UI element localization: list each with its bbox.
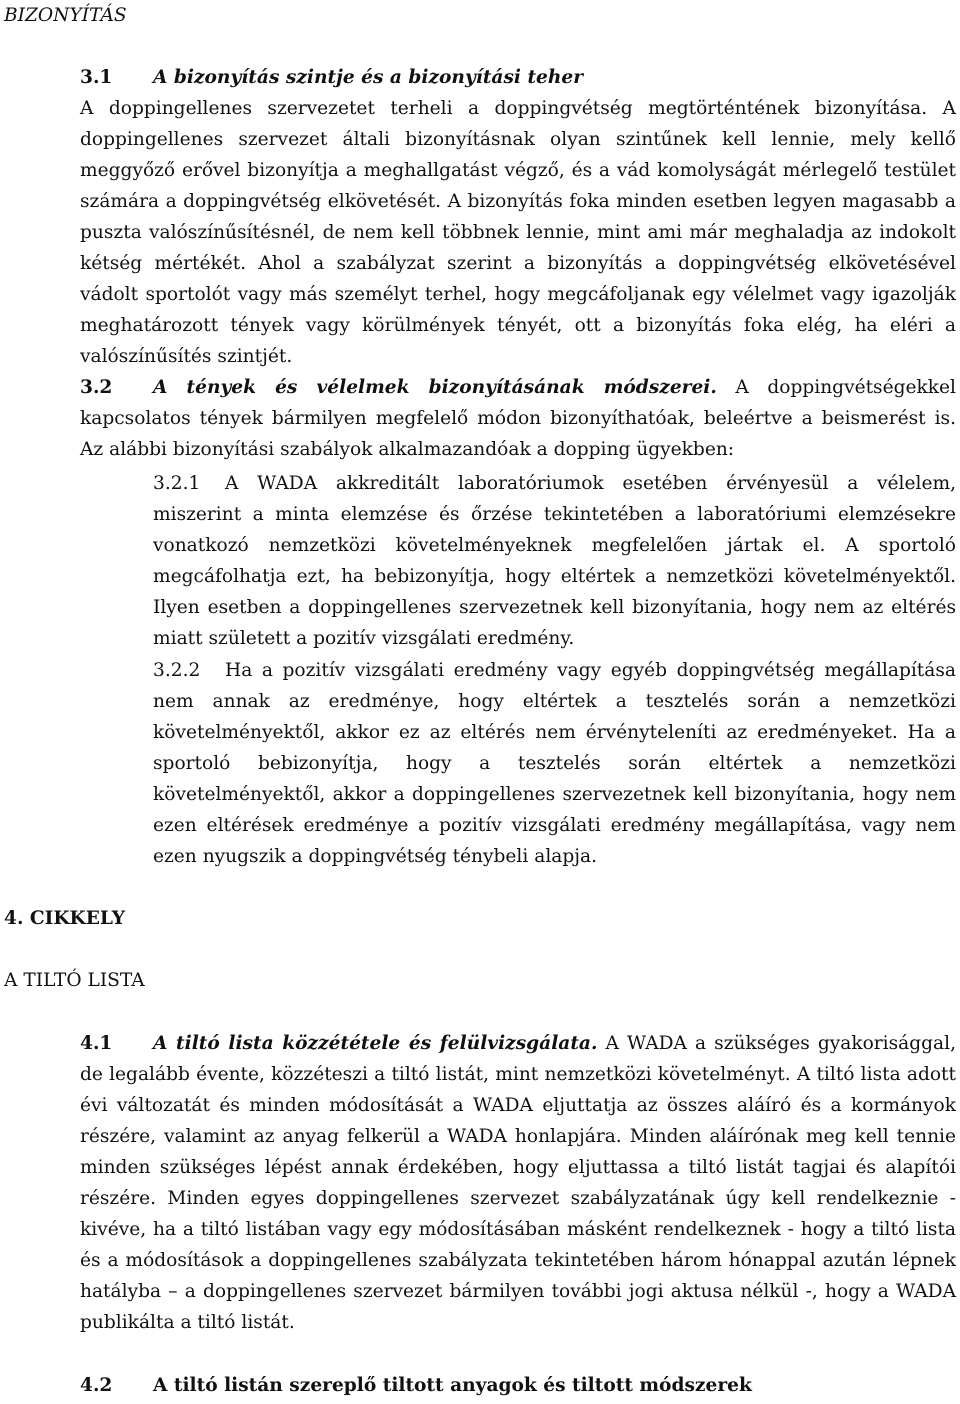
- section-3-2-1: [153, 468, 956, 654]
- section-4-1-text: A WADA a szükséges gyakorisággal, de legalább évente, közzéteszi a tiltó listát, mint nemzetközi követelményt. A tiltó lista adott évi változatát és minden módosítását a WADA eljuttatja az összes aláíró és a kormányok részére, valamint az anyag felkerül a WADA honlapjára. Minden aláírónak meg kell tennie minden szükséges lépést annak érdekében, hogy eljuttassa a tiltó listát tagjai és alapítói részére. Minden egyes doppingellenes szervezet szabályzatának úgy kell rendelkeznie - kivéve, ha a tiltó listában vagy egy módosításában másként rendelkeznek - hogy a tiltó lista és a módosítások a doppingellenes szabályzata tekintetében három hónappal azután lépnek hatályba – a doppingellenes szervezet bármilyen további jogi aktusa nélkül -, hogy a WADA publikálta a tiltó listát.: [80, 1033, 956, 1333]
- section-3-1-text: A doppingellenes szervezetet terheli a doppingvétség megtörténtének bizonyítása. A doppingellenes szervezet általi bizonyításnak olyan szintűnek kell lennie, mely kellő meggyőző erővel bizonyítja a meghallgatást végző, és a vád komolyságát mérlegelő testület számára a doppingvétség elkövetését. A bizonyítás foka minden esetben legyen magasabb a puszta valószínűsítésnél, de nem kell többnek lennie, mint ami már meghaladja az indokolt kétség mértékét. Ahol a szabályzat szerint a bizonyítás a doppingvétség elkövetésével vádolt sportolót vagy más személyt terhel, hogy megcáfoljanak egy vélelmet vagy igazolják meghatározott tények vagy körülmények tényét, ott a bizonyítás foka elég, ha eléri a valószínűsítés szintjét.: [80, 98, 956, 367]
- section-3-2-text: A doppingvétségekkel kapcsolatos tények bármilyen megfelelő módon bizonyíthatóak, beleértve a beismerést is. Az alábbi bizonyítási szabályok alkalmazandóak a dopping ügyekben:: [80, 377, 956, 460]
- section-3-2: [80, 372, 956, 465]
- section-4-1-heading: [80, 1033, 597, 1054]
- section-number: 3.2: [80, 377, 113, 398]
- section-3-2-2: [153, 655, 956, 872]
- section-title: A tiltó lista közzététele és felülvizsgálata.: [153, 1033, 598, 1054]
- subsection-number: 3.2.1: [153, 473, 201, 494]
- chapter-heading: BIZONYÍTÁS: [4, 5, 127, 26]
- subsection-number: 3.2.2: [153, 660, 201, 681]
- section-number: 4.2: [80, 1375, 113, 1396]
- article-title: A TILTÓ LISTA: [4, 970, 145, 991]
- section-3-1-heading: [80, 62, 956, 93]
- section-3-2-heading: [80, 377, 717, 398]
- section-title: A bizonyítás szintje és a bizonyítási teher: [153, 67, 584, 88]
- subsection-text: Ha a pozitív vizsgálati eredmény vagy egyéb doppingvétség megállapítása nem annak az eredménye, hogy eltértek a tesztelés során a nemzetközi követelményektől, akkor ez az eltérés nem érvényteleníti az eredményeket. Ha a sportoló bebizonyítja, hogy a tesztelés során eltértek a nemzetközi követelményektől, akkor a doppingellenes szervezetnek kell bizonyítania, hogy nem ezen eltérések eredménye a pozitív vizsgálati eredmény megállapítása, vagy nem ezen nyugszik a doppingvétség ténybeli alapja.: [153, 660, 956, 867]
- section-4-1: [80, 1028, 956, 1338]
- section-number: 3.1: [80, 67, 113, 88]
- section-4-2-heading: [80, 1370, 956, 1401]
- subsection-text: A WADA akkreditált laboratóriumok esetében érvényesül a vélelem, miszerint a minta elemzése és őrzése tekintetében a laboratóriumi elemzésekre vonatkozó nemzetközi követelményeknek megfelelően jártak el. A sportoló megcáfolhatja ezt, ha bebizonyítja, hogy eltértek a nemzetközi követelményektől. Ilyen esetben a doppingellenes szervezetnek kell bizonyítania, hogy nem az eltérés miatt született a pozitív vizsgálati eredmény.: [153, 473, 956, 649]
- section-title: A tények és vélelmek bizonyításának módszerei.: [153, 377, 717, 398]
- section-title: A tiltó listán szereplő tiltott anyagok és tiltott módszerek: [153, 1375, 752, 1396]
- section-number: 4.1: [80, 1033, 113, 1054]
- article-number: 4. CIKKELY: [4, 908, 126, 929]
